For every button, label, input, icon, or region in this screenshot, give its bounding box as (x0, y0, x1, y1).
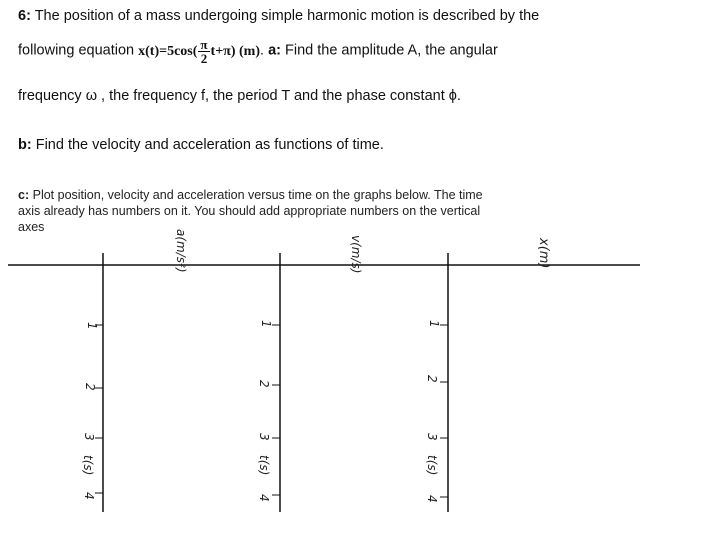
position-axis-label: x(m) (536, 238, 551, 269)
tick-label: 2 (425, 375, 439, 383)
position-graph (425, 237, 551, 512)
time-axis-label: t(s) (81, 455, 95, 476)
part-c-line-3: axes (18, 220, 45, 234)
tick-label: 3 (82, 433, 96, 441)
part-a-text-line-2: frequency ω , the frequency f, the period T and the phase constant ϕ. (18, 88, 461, 104)
position-equation: x(t)=5cos( $\frac{\pi}{2}$ t+π) (m) (138, 37, 261, 66)
equation-fraction: $\frac{\pi}{2}$ (200, 37, 208, 66)
part-c-label: c: (18, 188, 30, 202)
time-axis-label: t(s) (425, 455, 439, 476)
tick-label: 4 (82, 492, 96, 500)
tick-label: 3 (257, 433, 271, 441)
part-c-line-2: axis already has numbers on it. You should add appropriate numbers on the vertical (18, 204, 481, 218)
part-b-text: Find the velocity and acceleration as functions of time. (35, 137, 384, 153)
acceleration-axis-label: a(m/s²) (174, 229, 188, 273)
acceleration-graph (81, 229, 188, 512)
question-number: 6: (18, 8, 31, 24)
tick-label: 1 (427, 320, 441, 328)
tick-label: 2 (257, 380, 271, 388)
question-line-2: following equation x(t)=5cos( $\frac{\pi}{2}$ t+π) (m). a: Find the amplitude A, the angular (18, 37, 498, 66)
velocity-graph (257, 235, 363, 512)
tick-label: 4 (257, 494, 271, 502)
time-axis-label: t(s) (257, 455, 271, 476)
question-intro: The position of a mass undergoing simple harmonic motion is described by the (34, 8, 540, 24)
part-a-label: a: (268, 42, 281, 59)
tick-label: 1 (85, 322, 99, 330)
tick-label: 2 (83, 383, 97, 391)
part-a-text: Find the amplitude A, the angular (285, 42, 498, 59)
tick-label: 1 (259, 320, 273, 328)
equation-lead: following equation (18, 42, 135, 59)
part-c-line-1: c: Plot position, velocity and acceleration versus time on the graphs below. The time (18, 188, 483, 202)
velocity-axis-label: v(m/s) (349, 235, 363, 274)
tick-label: 4 (425, 495, 439, 503)
part-b-label: b: (18, 137, 32, 153)
tick-label: 3 (425, 433, 439, 441)
